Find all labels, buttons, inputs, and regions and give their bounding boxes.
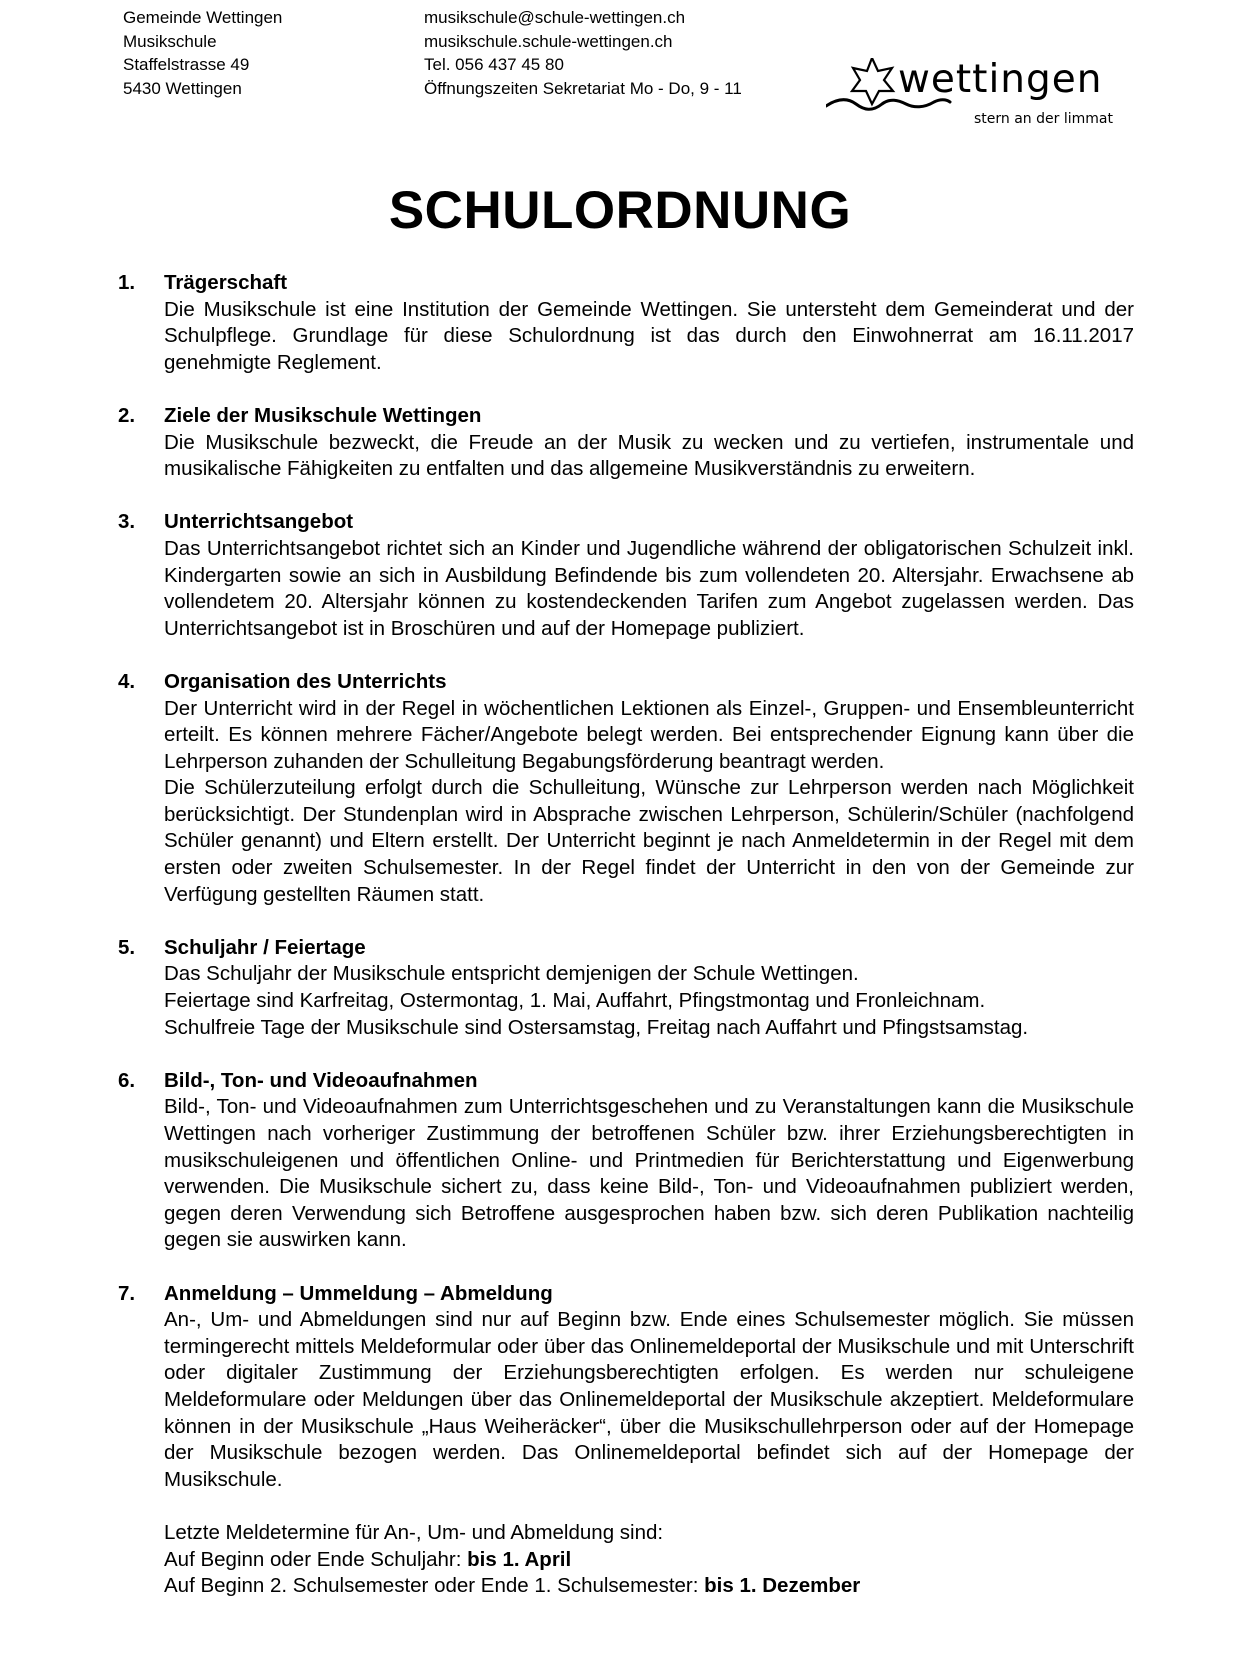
section-anmeldung xyxy=(118,1281,1134,1600)
contact-phone: Tel. 056 437 45 80 xyxy=(424,55,564,74)
section-title: Anmeldung – Ummeldung – Abmeldung xyxy=(164,1281,553,1305)
contact-hours: Öffnungszeiten Sekretariat Mo - Do, 9 - 11 xyxy=(424,78,742,98)
section-title: Bild-, Ton- und Videoaufnahmen xyxy=(164,1068,478,1092)
deadlines-intro: Letzte Meldetermine für An-, Um- und Abmeldung sind: xyxy=(164,1520,664,1544)
address-line: 5430 Wettingen xyxy=(123,78,242,98)
section-number: 6. xyxy=(118,1068,136,1092)
section-title: Organisation des Unterrichts xyxy=(164,669,447,693)
deadline-label: Auf Beginn oder Ende Schuljahr: xyxy=(164,1547,468,1571)
section-paragraph: Die Schülerzuteilung erfolgt durch die Schulleitung, Wünsche zur Lehrperson werden nach Möglichkeit berücksichtigt. Der Stundenplan wird in Absprache zwischen Lehrperson, Schülerin/Schüler (nachfolgend Schüler genannt) und Eltern erstellt. Der Unterricht beginnt je nach Anmeldetermin in der Regel mit dem ersten oder zweiten Schulsemester. In der Regel findet der Unterricht in den von der Gemeinde zur Verfügung gestellten Räumen statt. xyxy=(164,776,1134,906)
section-title: Ziele der Musikschule Wettingen xyxy=(164,403,482,427)
section-title: Schuljahr / Feiertage xyxy=(164,935,366,959)
section-number: 2. xyxy=(118,403,136,427)
logo-tagline: stern an der limmat xyxy=(974,111,1113,127)
deadline-item xyxy=(164,1573,1134,1600)
address-line: Staffelstrasse 49 xyxy=(123,55,250,74)
page-title: SCHULORDNUNG xyxy=(388,181,852,240)
section-traegerschaft xyxy=(118,270,1134,376)
section-number: 1. xyxy=(118,271,136,294)
section-paragraph: An-, Um- und Abmeldungen sind nur auf Beginn bzw. Ende eines Schulsemester möglich. Sie müssen termingerecht mittels Meldeformular oder über das Onlinemeldeportal der Musikschule und mit Unterschrift oder digitaler Zustimmung der Erziehungsberechtigten erfolgen. Es werden nur schuleigene Meldeformulare oder Meldungen über das Onlinemeldeportal der Musikschule akzeptiert. Meldeformulare können in der Musikschule „Haus Weiheräcker“, über die Musikschullehrperson oder auf der Homepage der Musikschule bezogen werden. Das Onlinemeldeportal befindet sich auf der Homepage der Musikschule. xyxy=(164,1308,1134,1491)
section-paragraph: Die Musikschule ist eine Institution der Gemeinde Wettingen. Sie untersteht dem Gemeinderat und der Schulpflege. Grundlage für diese Schulordnung ist das durch den Einwohnerrat am 16.11.2017 genehmigte Reglement. xyxy=(164,297,1134,374)
section-paragraph: Feiertage sind Karfreitag, Ostermontag, 1. Mai, Auffahrt, Pfingstmontag und Fronleichnam. xyxy=(164,989,986,1013)
section-title: Trägerschaft xyxy=(164,271,288,294)
section-paragraph: Der Unterricht wird in der Regel in wöchentlichen Lektionen als Einzel-, Gruppen- und Ensembleunterricht erteilt. Es können mehrere Fächer/Angebote belegt werden. Bei entsprechender Eignung kann über die Lehrperson zuhanden der Schulleitung Begabungsförderung beantragt werden. xyxy=(164,696,1134,773)
deadline-date: bis 1. April xyxy=(467,1547,572,1571)
section-paragraph: Das Unterrichtsangebot richtet sich an Kinder und Jugendliche während der obligatorischen Schulzeit inkl. Kindergarten sowie an sich in Ausbildung Befindende bis zum vollendeten 20. Altersjahr. Erwachsene ab vollendetem 20. Altersjahr können zu kostendeckenden Tarifen zum Angebot zugelassen werden. Das Unterrichtsangebot ist in Broschüren und auf der Homepage publiziert. xyxy=(164,536,1134,640)
wettingen-logo xyxy=(826,58,1126,130)
deadline-date: bis 1. Dezember xyxy=(704,1574,861,1598)
address-line: Gemeinde Wettingen xyxy=(123,8,283,27)
contact-email[interactable]: musikschule@schule-wettingen.ch xyxy=(424,8,686,27)
deadline-label: Auf Beginn 2. Schulsemester oder Ende 1. Schulsemester: xyxy=(164,1574,705,1598)
section-number: 3. xyxy=(118,510,136,534)
section-paragraph: Bild-, Ton- und Videoaufnahmen zum Unterrichtsgeschehen und zu Veranstaltungen kann die Musikschule Wettingen nach vorheriger Zustimmung der betroffenen Schüler bzw. ihrer Erziehungsberechtigten in musikschuleigenen und öffentlichen Online- und Printmedien für Berichterstattung und Eigenwerbung verwenden. Die Musikschule sichert zu, dass keine Bild-, Ton- und Videoaufnahmen publiziert werden, gegen deren Verwendung sich Betroffene ausgesprochen haben bzw. sich deren Publikation nachteilig gegen sie auswirken kann. xyxy=(164,1095,1134,1252)
section-paragraph: Das Schuljahr der Musikschule entspricht demjenigen der Schule Wettingen. xyxy=(164,962,859,986)
section-number: 5. xyxy=(118,935,136,959)
address-line: Musikschule xyxy=(123,31,217,51)
logo-wordmark: wettingen xyxy=(898,57,1103,102)
sections xyxy=(118,270,1134,1626)
header-address xyxy=(123,6,282,100)
section-schuljahr xyxy=(118,935,1134,1041)
section-number: 4. xyxy=(118,669,136,693)
deadline-item xyxy=(164,1547,1134,1574)
contact-website[interactable]: musikschule.schule-wettingen.ch xyxy=(424,31,673,51)
section-title: Unterrichtsangebot xyxy=(164,510,354,534)
section-organisation xyxy=(118,669,1134,908)
section-aufnahmen xyxy=(118,1068,1134,1254)
section-unterrichtsangebot xyxy=(118,509,1134,642)
section-ziele xyxy=(118,403,1134,483)
section-paragraph: Die Musikschule bezweckt, die Freude an der Musik zu wecken und zu vertiefen, instrumentale und musikalische Fähigkeiten zu entfalten und das allgemeine Musikverständnis zu erweitern. xyxy=(164,430,1134,481)
section-paragraph: Schulfreie Tage der Musikschule sind Ostersamstag, Freitag nach Auffahrt und Pfingstsamstag. xyxy=(164,1015,1029,1039)
header-contact xyxy=(424,6,742,100)
section-number: 7. xyxy=(118,1281,136,1305)
